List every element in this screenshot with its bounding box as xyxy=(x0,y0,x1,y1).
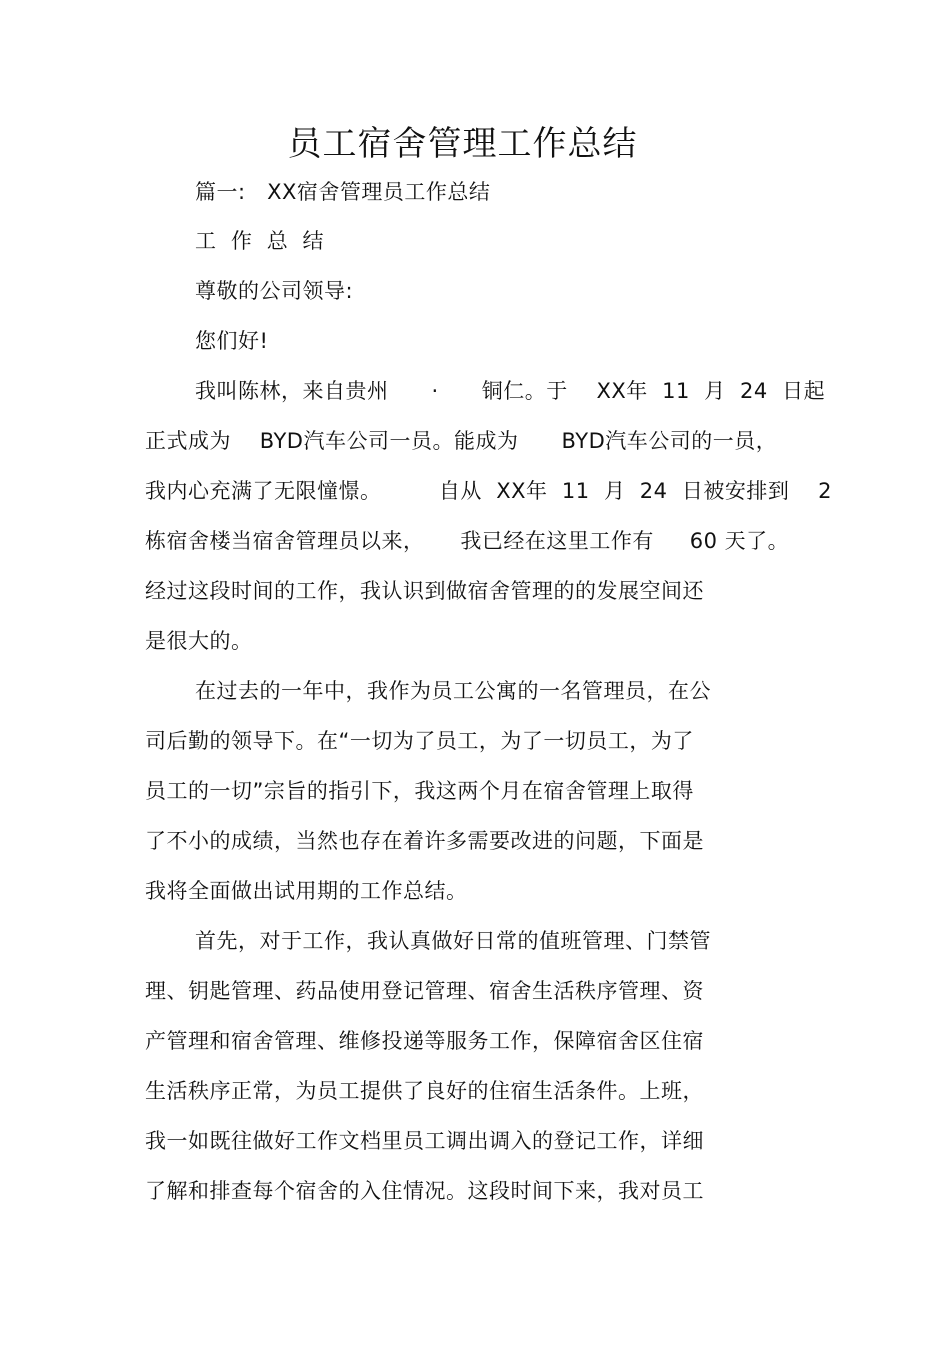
paragraph-line: 理、钥匙管理、药品使用登记管理、宿舍生活秩序管理、资 xyxy=(145,979,704,1003)
summary-heading: 工 作 总 结 xyxy=(195,229,325,253)
paragraph-line: 我叫陈林，来自贵州 · 铜仁。于 XX年 11 月 24 日起 xyxy=(195,379,826,403)
paragraph-line: 员工的一切”宗旨的指引下，我这两个月在宿舍管理上取得 xyxy=(145,779,694,803)
paragraph-line: 我内心充满了无限憧憬。 自从 XX年 11 月 24 日被安排到 2 xyxy=(145,479,832,503)
greeting: 您们好! xyxy=(195,329,269,353)
paragraph-line: 我将全面做出试用期的工作总结。 xyxy=(145,879,468,903)
paragraph-line: 了不小的成绩，当然也存在着许多需要改进的问题，下面是 xyxy=(145,829,704,853)
paragraph-line: 是很大的。 xyxy=(145,629,253,653)
paragraph-line: 栋宿舍楼当宿舍管理员以来， 我已经在这里工作有 60 天了。 xyxy=(145,529,790,553)
paragraph-line: 司后勤的领导下。在“一切为了员工，为了一切员工，为了 xyxy=(145,729,694,753)
paragraph-line: 了解和排查每个宿舍的入住情况。这段时间下来，我对员工 xyxy=(145,1179,704,1203)
paragraph-line: 正式成为 BYD汽车公司一员。能成为 BYD汽车公司的一员， xyxy=(145,429,778,453)
paragraph-line: 经过这段时间的工作，我认识到做宿舍管理的的发展空间还 xyxy=(145,579,704,603)
section-heading: 篇一: XX宿舍管理员工作总结 xyxy=(195,180,491,204)
paragraph-line: 我一如既往做好工作文档里员工调出调入的登记工作，详细 xyxy=(145,1129,704,1153)
paragraph-line: 首先，对于工作，我认真做好日常的值班管理、门禁管 xyxy=(195,929,711,953)
salutation: 尊敬的公司领导: xyxy=(195,279,354,303)
paragraph-line: 产管理和宿舍管理、维修投递等服务工作，保障宿舍区住宿 xyxy=(145,1029,704,1053)
paragraph-line: 在过去的一年中，我作为员工公寓的一名管理员，在公 xyxy=(195,679,711,703)
document-title: 员工宿舍管理工作总结 xyxy=(287,124,638,164)
paragraph-line: 生活秩序正常，为员工提供了良好的住宿生活条件。上班， xyxy=(145,1079,704,1103)
